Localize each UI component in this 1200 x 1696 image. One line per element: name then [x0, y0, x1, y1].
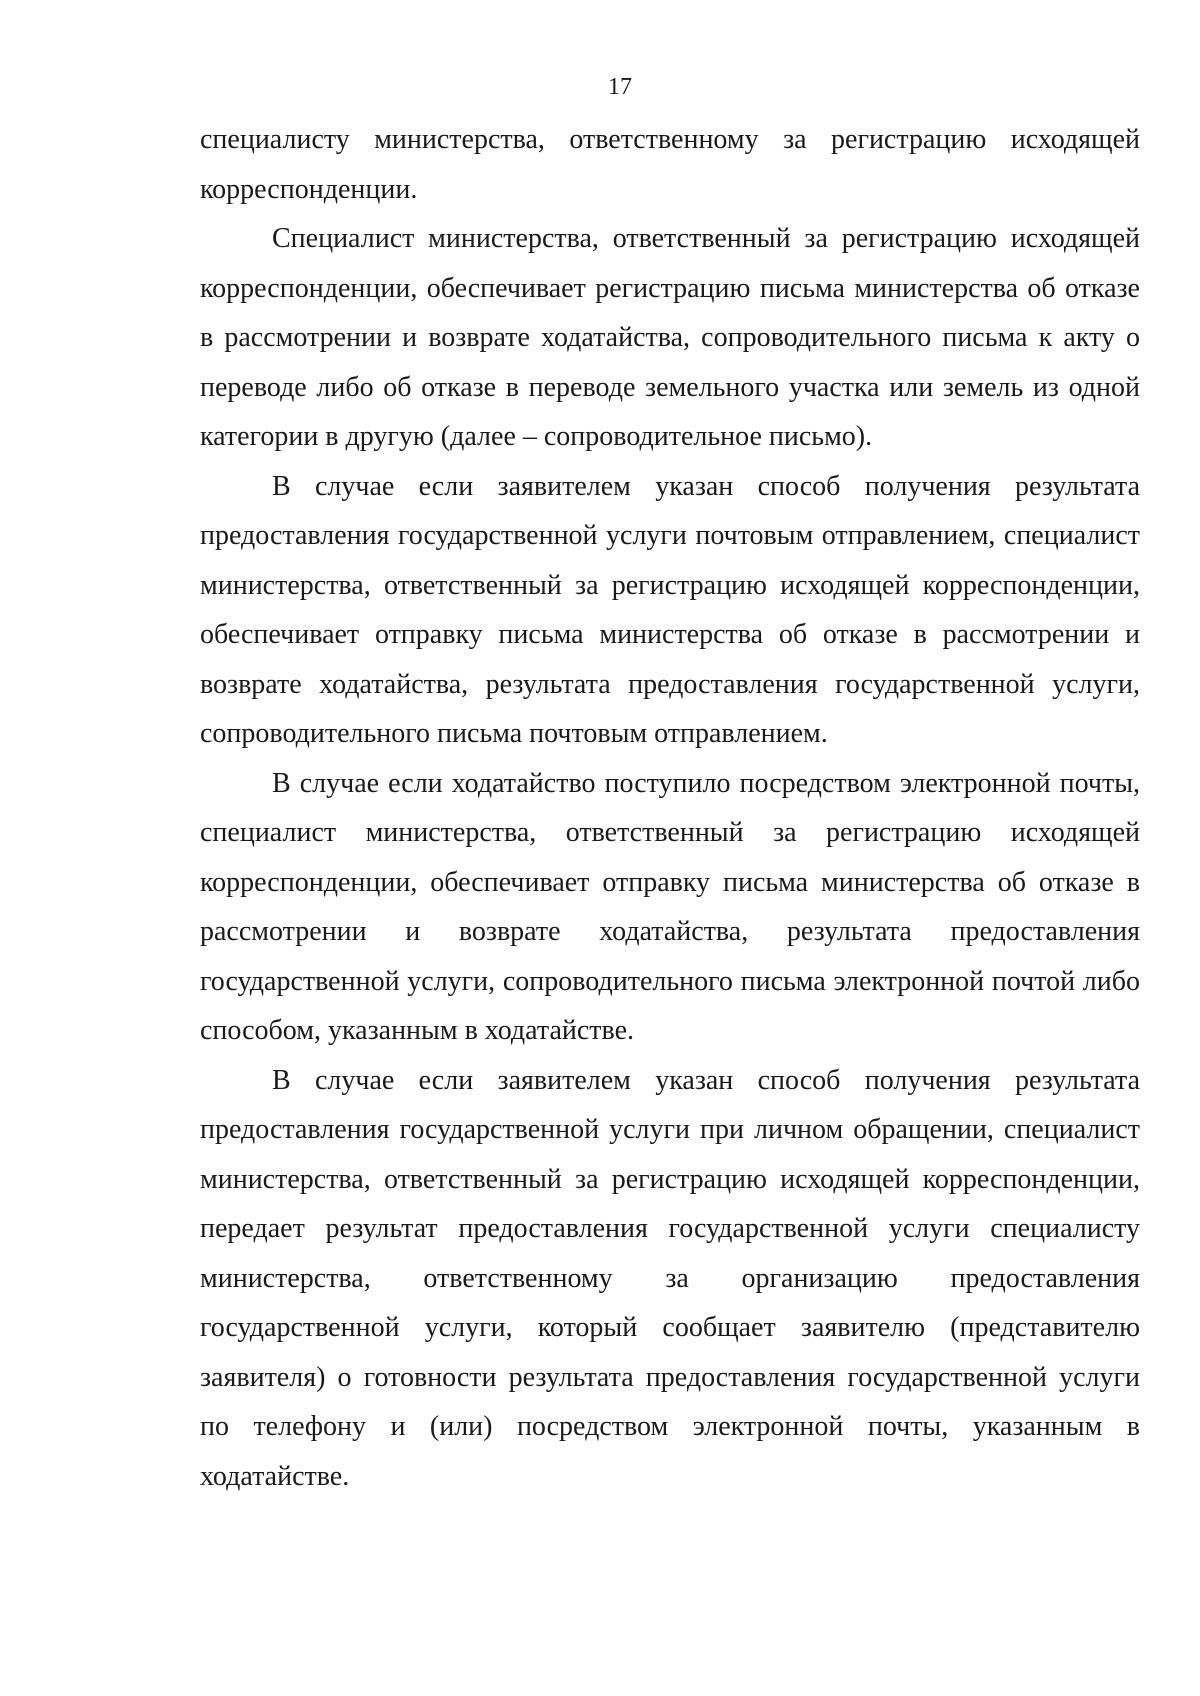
document-body	[200, 115, 1140, 1501]
paragraph-personal-delivery: В случае если заявителем указан способ получения результата предоставления государственной услуги при личном обращении, специалист министерства, ответственный за регистрацию исходящей корреспонденции, передает результат предоставления государственной услуги специалисту министерства, ответственному за организацию предоставления государственной услуги, который сообщает заявителю (представителю заявителя) о готовности результата предоставления государственной услуги по телефону и (или) посредством электронной почты, указанным в ходатайстве.	[200, 1064, 1140, 1492]
paragraph-registration: Специалист министерства, ответственный за регистрацию исходящей корреспонденции, обеспечивает регистрацию письма министерства об отказе в рассмотрении и возврате ходатайства, сопроводительного письма к акту о переводе либо об отказе в переводе земельного участка или земель из одной категории в другую (далее – сопроводительное письмо).	[200, 223, 1140, 452]
paragraph-email-delivery: В случае если ходатайство поступило посредством электронной почты, специалист министерства, ответственный за регистрацию исходящей корреспонденции, обеспечивает отправку письма министерства об отказе в рассмотрении и возврате ходатайства, результата предоставления государственной услуги, сопроводительного письма электронной почтой либо способом, указанным в ходатайстве.	[200, 767, 1140, 1046]
paragraph-postal-delivery: В случае если заявителем указан способ получения результата предоставления государственной услуги почтовым отправлением, специалист министерства, ответственный за регистрацию исходящей корреспонденции, обеспечивает отправку письма министерства об отказе в рассмотрении и возврате ходатайства, результата предоставления государственной услуги, сопроводительного письма почтовым отправлением.	[200, 470, 1140, 749]
paragraph-continuation: специалисту министерства, ответственному за регистрацию исходящей корреспонденции.	[200, 124, 1140, 205]
page-number: 17	[608, 74, 632, 100]
